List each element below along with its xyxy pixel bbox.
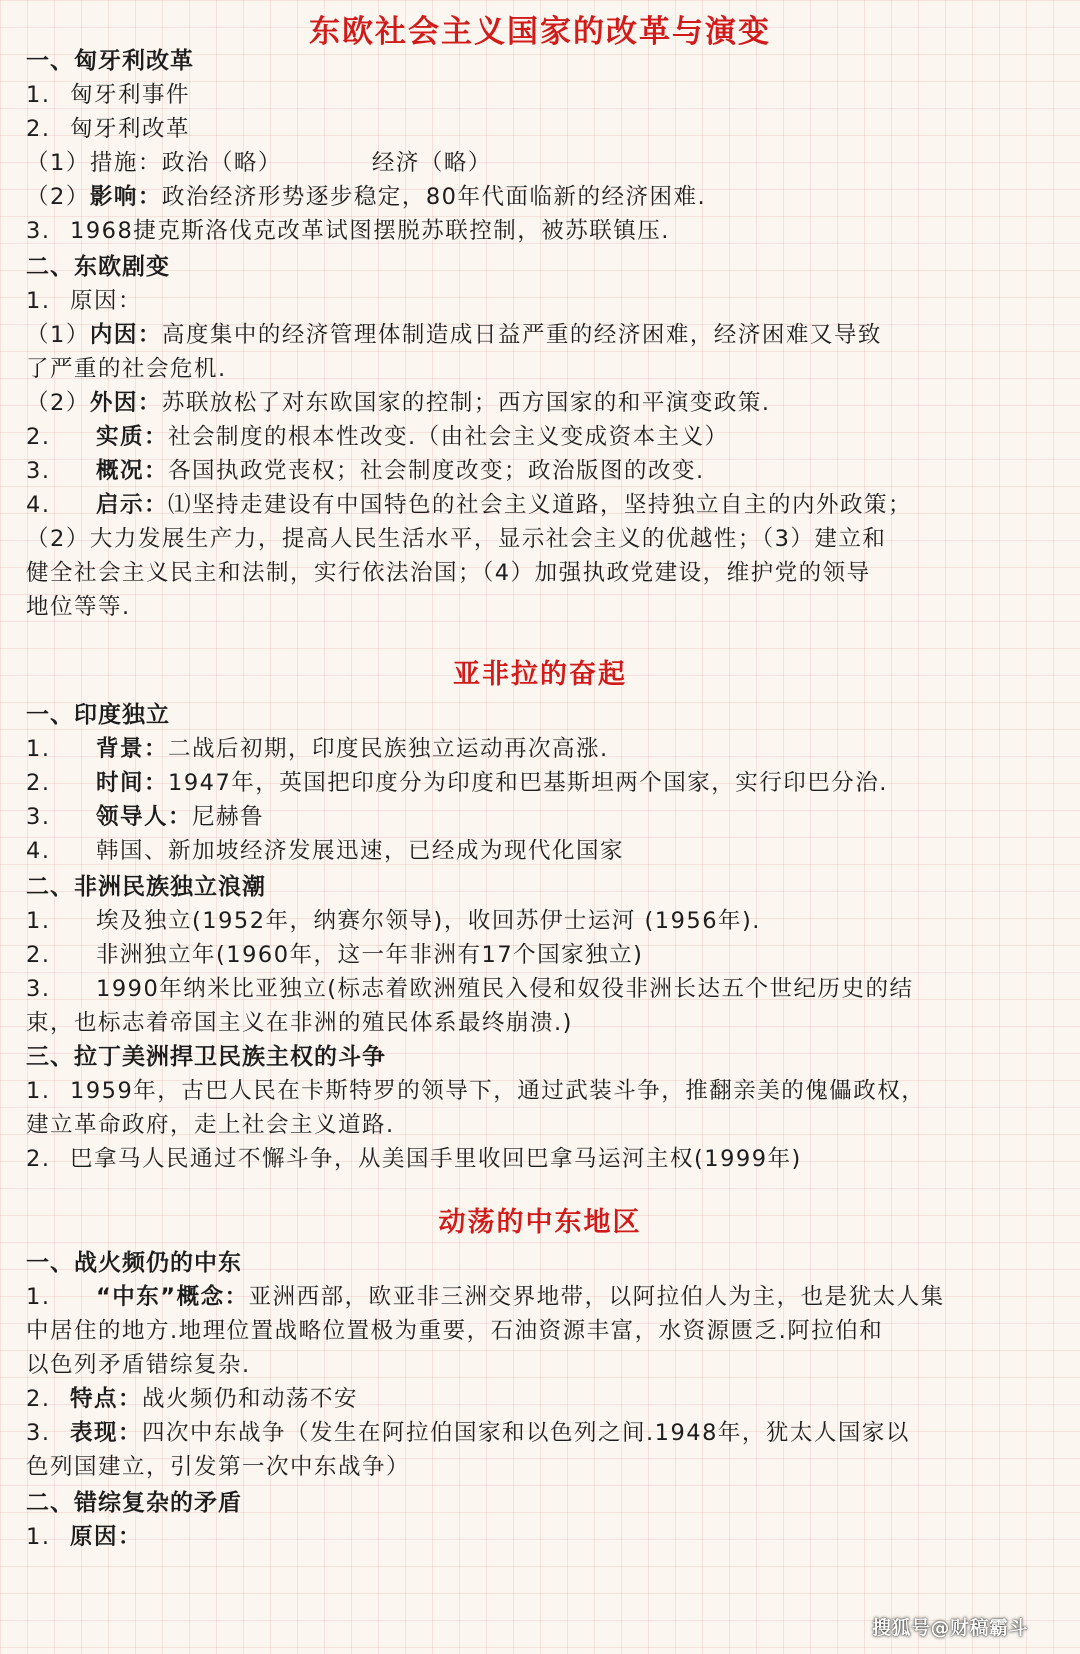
note-line [26, 1382, 1056, 1416]
note-text: 建立革命政府，走上社会主义道路. [26, 1112, 395, 1138]
keyword: 表现： [70, 1420, 143, 1446]
note-text: 了严重的社会危机. [26, 356, 227, 382]
note-text: 中居住的地方.地理位置战略位置极为重要，石油资源丰富，水资源匮乏.阿拉伯和 [26, 1318, 884, 1344]
item-number: （2） [26, 184, 90, 210]
note-line [26, 1348, 1056, 1382]
note-line [26, 1314, 1056, 1348]
note-line [26, 214, 1056, 248]
note-line [26, 352, 1056, 386]
item-number: 1. [26, 1078, 51, 1104]
item-number: 2. [26, 116, 51, 142]
section-title-middle-east: 动荡的中东地区 [438, 1207, 642, 1238]
keyword: 原因： [70, 1524, 143, 1550]
item-number: 1. [26, 736, 51, 762]
keyword: 外因： [89, 390, 162, 416]
note-line [26, 1416, 1056, 1450]
keyword: 背景： [96, 736, 169, 762]
item-number: 1. [26, 82, 51, 108]
note-line [26, 800, 1056, 834]
heading-middle-east-wars: 一、战火频仍的中东 [26, 1250, 242, 1276]
note-line [26, 938, 1056, 972]
item-number: （2） [26, 390, 90, 416]
note-text: 尼赫鲁 [192, 804, 265, 830]
item-number: 2. [26, 770, 51, 796]
heading-latin-america: 三、拉丁美洲捍卫民族主权的斗争 [26, 1044, 386, 1070]
note-line [26, 180, 1056, 214]
item-number: 3. [26, 1420, 51, 1446]
keyword: 实质： [96, 424, 169, 450]
item-number: 3. [26, 976, 51, 1002]
item-number: （1） [26, 150, 90, 176]
note-text: 各国执政党丧权；社会制度改变；政治版图的改变. [168, 458, 705, 484]
note-line [26, 590, 1056, 624]
note-line [26, 972, 1056, 1006]
item-number: 2. [26, 424, 51, 450]
note-text: 1968捷克斯洛伐克改革试图摆脱苏联控制，被苏联镇压. [70, 218, 670, 244]
item-number: 4. [26, 838, 51, 864]
keyword: 领导人： [96, 804, 193, 830]
keyword: 时间： [96, 770, 169, 796]
keyword: “中东”概念： [96, 1284, 249, 1310]
note-line [26, 556, 1056, 590]
keyword: 启示： [96, 492, 169, 518]
note-line [26, 904, 1056, 938]
note-text: 苏联放松了对东欧国家的控制；西方国家的和平演变政策. [161, 390, 771, 416]
keyword: 特点： [70, 1386, 143, 1412]
note-line [26, 1108, 1056, 1142]
item-number: 2. [26, 1386, 51, 1412]
item-number: 1. [26, 288, 51, 314]
note-text: 1959年，古巴人民在卡斯特罗的领导下，通过武装斗争，推翻亲美的傀儡政权， [70, 1078, 926, 1104]
note-text: 巴拿马人民通过不懈斗争，从美国手里收回巴拿马运河主权(1999年) [70, 1146, 802, 1172]
keyword: 影响： [89, 184, 162, 210]
note-line [26, 732, 1056, 766]
note-line [26, 386, 1056, 420]
note-text: 匈牙利事件 [70, 82, 191, 108]
item-number: 1. [26, 1524, 51, 1550]
note-text: 经济（略） [371, 150, 492, 176]
heading-conflicts: 二、错综复杂的矛盾 [26, 1490, 242, 1516]
note-line [26, 420, 1056, 454]
note-text: 地位等等. [26, 594, 131, 620]
note-text: 束，也标志着帝国主义在非洲的殖民体系最终崩溃.) [26, 1010, 573, 1036]
main-title: 东欧社会主义国家的改革与演变 [309, 14, 771, 50]
note-text: 战火频仍和动荡不安 [142, 1386, 359, 1412]
note-line [26, 1006, 1056, 1040]
note-text: 措施：政治（略） [89, 150, 282, 176]
keyword: 概况： [96, 458, 169, 484]
note-text: 社会制度的根本性改变.（由社会主义变成资本主义） [168, 424, 729, 450]
note-text: 非洲独立年(1960年，这一年非洲有17个国家独立) [96, 942, 644, 968]
item-number: 3. [26, 218, 51, 244]
item-number: 3. [26, 458, 51, 484]
note-text: 高度集中的经济管理体制造成日益严重的经济困难，经济困难又导致 [161, 322, 882, 348]
note-text: 二战后初期，印度民族独立运动再次高涨. [168, 736, 609, 762]
note-text: 匈牙利改革 [70, 116, 191, 142]
note-line [26, 766, 1056, 800]
note-text: 色列国建立，引发第一次中东战争） [26, 1454, 411, 1480]
watermark: 搜狐号@财稿霸斗 [871, 1617, 1028, 1639]
heading-hungary: 一、匈牙利改革 [26, 48, 194, 74]
note-line [26, 1074, 1056, 1108]
item-number: 1. [26, 1284, 51, 1310]
note-text: 四次中东战争（发生在阿拉伯国家和以色列之间.1948年，犹太人国家以 [142, 1420, 910, 1446]
note-line [26, 112, 1056, 146]
item-number: 2. [26, 1146, 51, 1172]
note-line [26, 488, 1056, 522]
note-text: 政治经济形势逐步稳定，80年代面临新的经济困难. [161, 184, 707, 210]
note-text: 以色列矛盾错综复杂. [26, 1352, 251, 1378]
note-line [26, 834, 1056, 868]
note-line [26, 318, 1056, 352]
note-text: 原因： [70, 288, 143, 314]
note-line [26, 78, 1056, 112]
note-line [26, 1520, 1056, 1554]
note-line [26, 454, 1056, 488]
item-number: 2. [26, 942, 51, 968]
note-text: 埃及独立(1952年，纳赛尔领导)，收回苏伊士运河 (1956年). [96, 908, 761, 934]
note-line [26, 522, 1056, 556]
note-text: 健全社会主义民主和法制，实行依法治国；（4）加强执政党建设，维护党的领导 [26, 560, 871, 586]
item-number: 3. [26, 804, 51, 830]
heading-india: 一、印度独立 [26, 702, 170, 728]
section-title-asia-africa-latin: 亚非拉的奋起 [453, 659, 627, 690]
heading-eastern-europe: 二、东欧剧变 [26, 254, 170, 280]
note-text: （2）大力发展生产力，提高人民生活水平，显示社会主义的优越性；（3）建立和 [26, 526, 887, 552]
note-text: ⑴坚持走建设有中国特色的社会主义道路，坚持独立自主的内外政策； [168, 492, 913, 518]
heading-africa: 二、非洲民族独立浪潮 [26, 874, 266, 900]
note-line [26, 284, 1056, 318]
note-line [26, 1280, 1056, 1314]
note-text: 1947年，英国把印度分为印度和巴基斯坦两个国家，实行印巴分治. [168, 770, 888, 796]
item-number: （1） [26, 322, 90, 348]
note-line [26, 1450, 1056, 1484]
note-text: 韩国、新加坡经济发展迅速，已经成为现代化国家 [96, 838, 625, 864]
note-line [26, 1142, 1056, 1176]
item-number: 4. [26, 492, 51, 518]
note-text: 1990年纳米比亚独立(标志着欧洲殖民入侵和奴役非洲长达五个世纪历史的结 [96, 976, 914, 1002]
item-number: 1. [26, 908, 51, 934]
note-text: 亚洲西部，欧亚非三洲交界地带，以阿拉伯人为主，也是犹太人集 [248, 1284, 945, 1310]
keyword: 内因： [89, 322, 162, 348]
note-line [26, 146, 1056, 180]
